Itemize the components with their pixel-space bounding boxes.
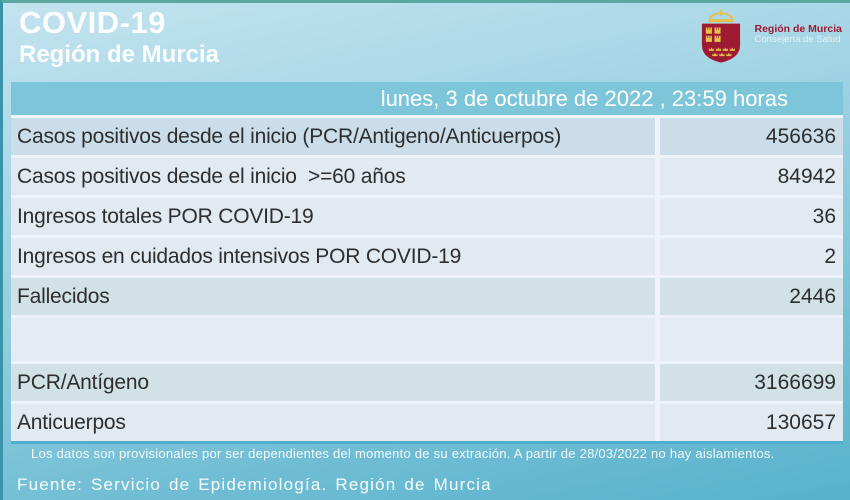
row-label: Casos positivos desde el inicio >=60 años xyxy=(11,158,655,195)
row-label: Casos positivos desde el inicio (PCR/Antigeno/Anticuerpos) xyxy=(11,118,655,155)
row-value: 2446 xyxy=(660,278,843,315)
row-value: 36 xyxy=(660,198,843,235)
row-value: 456636 xyxy=(660,118,843,155)
row-label: Ingresos en cuidados intensivos POR COVID-19 xyxy=(11,238,655,275)
page-title: COVID-19 xyxy=(19,5,166,40)
row-label xyxy=(11,318,655,361)
logo-text xyxy=(754,23,842,46)
murcia-coat-of-arms-icon xyxy=(695,7,747,67)
murcia-logo xyxy=(695,7,842,67)
row-label: Ingresos totales POR COVID-19 xyxy=(11,198,655,235)
page-subtitle: Región de Murcia xyxy=(19,41,220,68)
row-label: Fallecidos xyxy=(11,278,655,315)
date-header: lunes, 3 de octubre de 2022 , 23:59 horas xyxy=(11,82,843,115)
title-block xyxy=(19,4,219,69)
table-row xyxy=(11,198,843,235)
logo-org-label: Región de Murcia xyxy=(754,23,842,35)
table-row xyxy=(11,318,843,361)
provisional-note: Los datos son provisionales por ser dependientes del momento de su extración. A partir de 28/03/2022 no hay aislamientos. xyxy=(31,446,775,461)
table-row xyxy=(11,238,843,275)
row-value: 84942 xyxy=(660,158,843,195)
row-value: 2 xyxy=(660,238,843,275)
row-value: 130657 xyxy=(660,404,843,441)
table-row xyxy=(11,158,843,195)
table-row xyxy=(11,278,843,315)
row-label: PCR/Antígeno xyxy=(11,364,655,401)
logo-dept-label: Consejería de Salud xyxy=(754,34,841,46)
table-row xyxy=(11,364,843,401)
row-label: Anticuerpos xyxy=(11,404,655,441)
covid-stats-table xyxy=(11,82,843,444)
source-caption: Fuente: Servicio de Epidemiología. Región de Murcia xyxy=(17,475,492,494)
row-value xyxy=(660,318,843,361)
table-row xyxy=(11,118,843,155)
table-row xyxy=(11,404,843,441)
row-value: 3166699 xyxy=(660,364,843,401)
